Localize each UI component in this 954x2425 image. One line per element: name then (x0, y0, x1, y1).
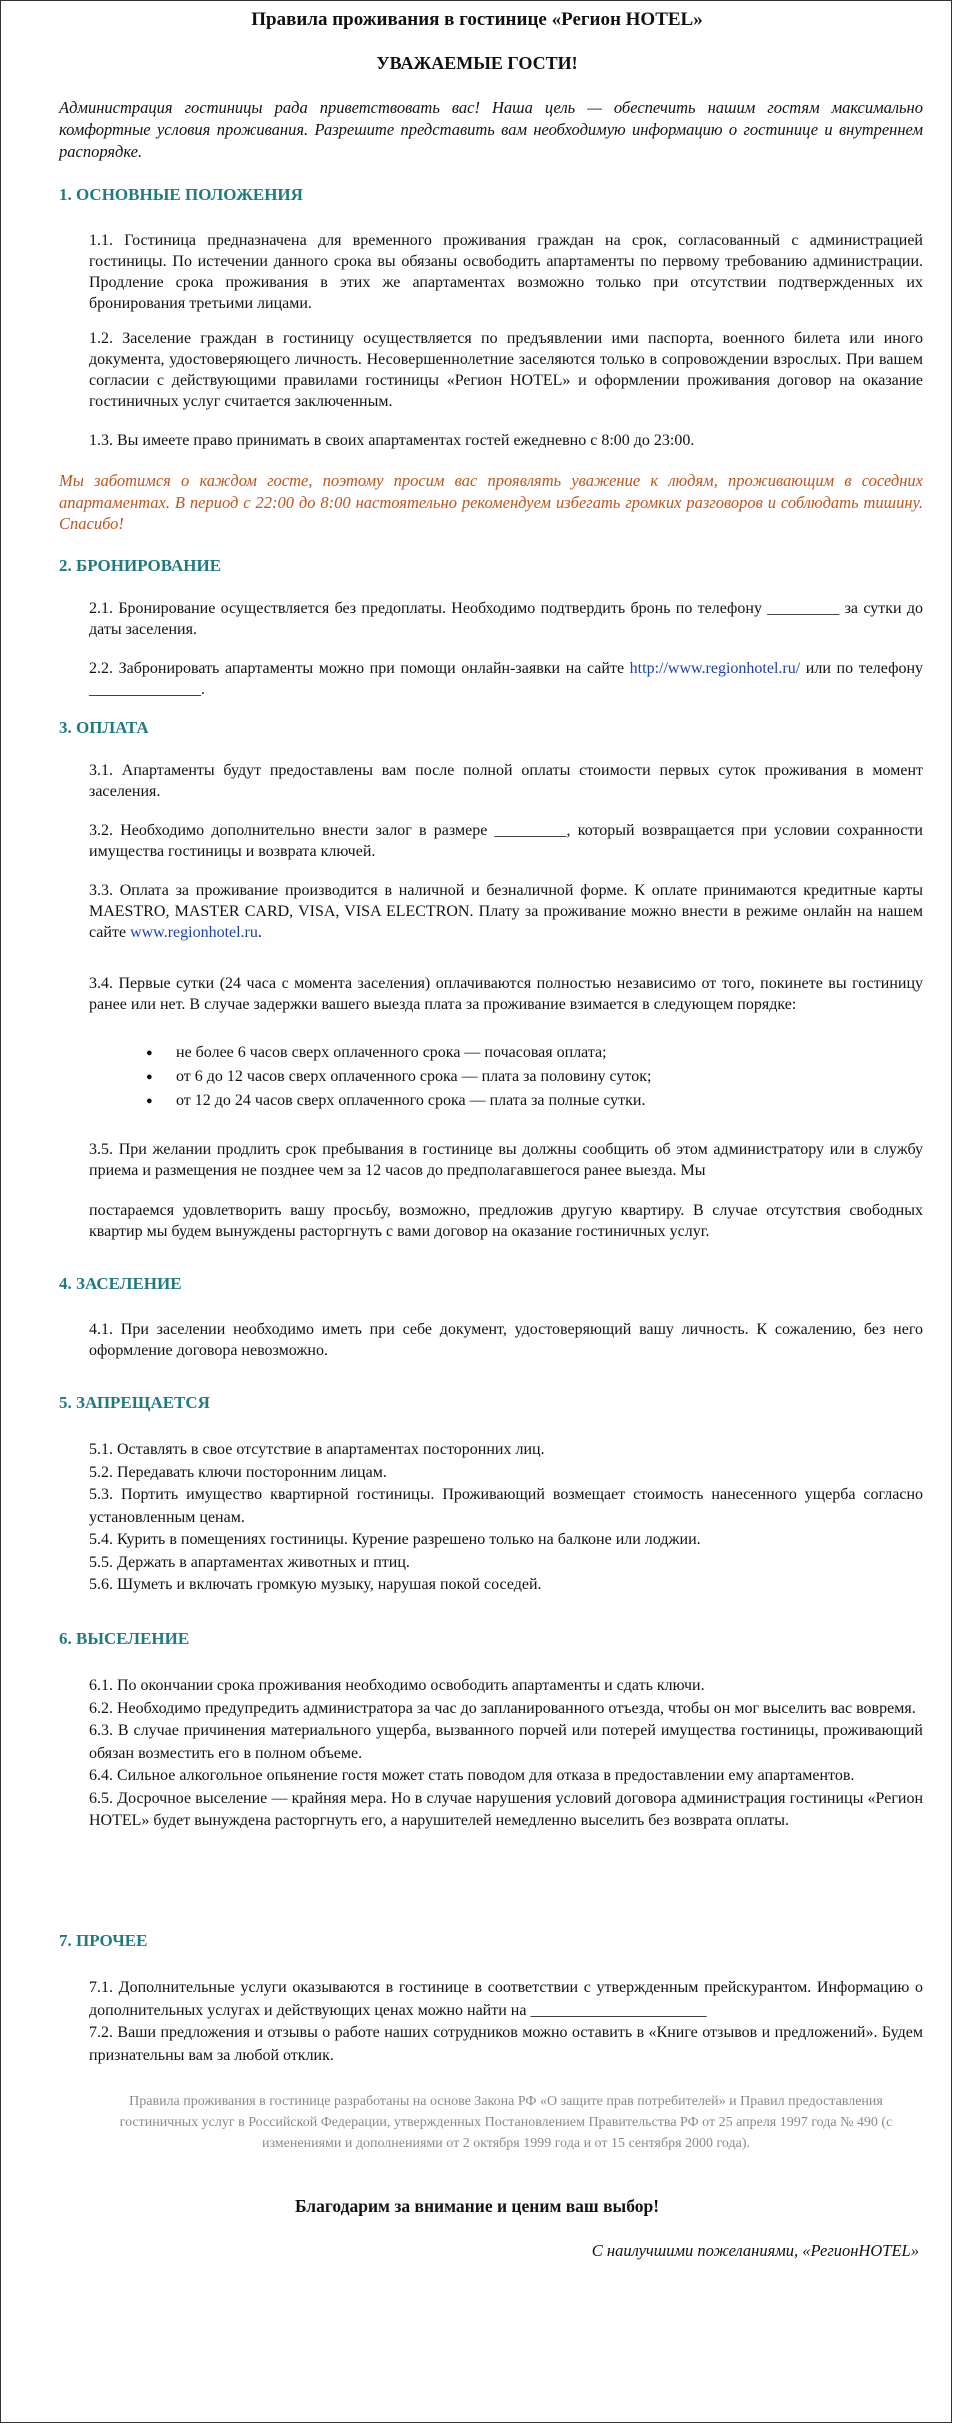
paragraph-3-3 (89, 880, 923, 943)
website-link-short[interactable]: www.regionhotel.ru (130, 924, 258, 941)
paragraph-3-3-text-b: . (257, 924, 262, 941)
document-title: Правила проживания в гостинице «Регион HOTEL» (251, 9, 703, 30)
thank-you-line: Благодарим за внимание и ценим ваш выбор! (294, 2196, 660, 2216)
paragraph-3-1: 3.1. Апартаменты будут предоставлены вам после полной оплаты стоимости первых суток проживания в момент заселения. (89, 762, 923, 800)
list-item: 6.4. Сильное алкогольное опьянение гостя может стать поводом для отказа в предоставлении ему апартаментов. (89, 1767, 855, 1784)
paragraph-2-1: 2.1. Бронирование осуществляется без предоплаты. Необходимо подтвердить бронь по телефону _________ за сутки до даты заселения. (89, 600, 923, 638)
list-item: 5.2. Передавать ключи посторонним лицам. (89, 1463, 387, 1481)
paragraph-2-2-text-b: или по телефону ______________. (89, 660, 924, 698)
section-6-list (89, 1675, 923, 1833)
list-item: ● от 12 до 24 часов сверх оплаченного срока — плата за полные сутки. (176, 1089, 916, 1113)
list-item: 5.6. Шуметь и включать громкую музыку, нарушая покой соседей. (89, 1576, 542, 1593)
paragraph-1-2: 1.2. Заселение граждан в гостиницу осуществляется по предъявлении ими паспорта, военного билета или иного документа, удостоверяющего личность. Несовершеннолетние заселяются только в сопровождении взрослых. При вашем согласии с действующими правилами гостиницы «Регион HOTEL» и оформлении проживания договор на оказание гостиничных услуг считается заключенным. (89, 330, 923, 410)
paragraph-3-3-text-a: 3.3. Оплата за проживание производится в наличной и безналичной форме. К оплате принимаются кредитные карты MAESTRO, MASTER CARD, VISA, VISA ELECTRON. Плату за проживание можно внести в режиме онлайн на нашем сайте (89, 882, 923, 941)
list-item: 7.1. Дополнительные услуги оказываются в гостинице в соответствии с утвержденным прейскурантом. Информацию о дополнительных услугах и действующих ценах можно найти на ______________________ (89, 1979, 923, 2019)
section-3-title: 3. ОПЛАТА (59, 718, 149, 737)
paragraph-3-2: 3.2. Необходимо дополнительно внести залог в размере _________, который возвращается при условии сохранности имущества гостиницы и возврата ключей. (89, 822, 923, 860)
section-7-title: 7. ПРОЧЕЕ (59, 1931, 148, 1950)
list-item: 6.2. Необходимо предупредить администратора за час до запланированного отъезда, чтобы он мог выселить вас вовремя. (89, 1699, 916, 1717)
late-checkout-list (176, 1041, 916, 1113)
section-1-title: 1. ОСНОВНЫЕ ПОЛОЖЕНИЯ (59, 185, 303, 204)
section-5-title: 5. ЗАПРЕЩАЕТСЯ (59, 1393, 210, 1412)
list-item: ● от 6 до 12 часов сверх оплаченного срока — плата за половину суток; (176, 1065, 916, 1089)
paragraph-3-5-continued: постараемся удовлетворить вашу просьбу, возможно, предложив другую квартиру. В случае отсутствия свободных квартир мы будем вынуждены расторгнуть с вами договор на оказание гостиничных услуг. (89, 1202, 923, 1240)
list-item: 7.2. Ваши предложения и отзывы о работе наших сотрудников можно оставить в «Книге отзывов и предложений». Будем признательны вам за любой отклик. (89, 2024, 923, 2064)
list-item: ● не более 6 часов сверх оплаченного срока — почасовая оплата; (176, 1041, 916, 1065)
paragraph-4-1: 4.1. При заселении необходимо иметь при себе документ, удостоверяющий вашу личность. К сожалению, без него оформление договора невозможно. (89, 1321, 923, 1359)
paragraph-1-3: 1.3. Вы имеете право принимать в своих апартаментах гостей ежедневно с 8:00 до 23:00. (89, 432, 695, 449)
section-6-title: 6. ВЫСЕЛЕНИЕ (59, 1629, 190, 1648)
list-item: 5.4. Курить в помещениях гостиницы. Курение разрешено только на балконе или лоджии. (89, 1531, 701, 1548)
greeting: УВАЖАЕМЫЕ ГОСТИ! (376, 53, 578, 73)
quiet-hours-note: Мы заботимся о каждом госте, поэтому просим вас проявлять уважение к людям, проживающим в соседних апартаментах. В период с 22:00 до 8:00 настоятельно рекомендуем избегать громких разговоров и соблюдать тишину. Спасибо! (59, 471, 923, 533)
paragraph-2-2 (89, 658, 923, 700)
list-item: 6.1. По окончании срока проживания необходимо освободить апартаменты и сдать ключи. (89, 1677, 705, 1694)
legal-footnote: Правила проживания в гостинице разработаны на основе Закона РФ «О защите прав потребителей» и Правил предоставления гостиничных услуг в Российской Федерации, утвержденных Постановлением Правительства РФ от 25 апреля 1997 года № 490 (с изменениями и дополнениями от 2 октября 1999 года и от 15 сентября 2000 года). (119, 2094, 893, 2151)
website-link[interactable]: http://www.regionhotel.ru/ (629, 660, 801, 677)
paragraph-3-5: 3.5. При желании продлить срок пребывания в гостинице вы должны сообщить об этом администратору или в службу приема и размещения не позднее чем за 12 часов до предполагавшегося ранее выезда. Мы (89, 1141, 923, 1179)
list-item: 6.5. Досрочное выселение — крайняя мера. Но в случае нарушения условий договора администрация гостиницы «Регион HOTEL» будет вынуждена расторгнуть его, а нарушителей немедленно выселить без возврата оплаты. (89, 1789, 923, 1829)
list-item: 6.3. В случае причинения материального ущерба, вызванного порчей или потерей имущества гостиницы, проживающий обязан возместить его в полном объеме. (89, 1722, 923, 1762)
section-2-title: 2. БРОНИРОВАНИЕ (59, 556, 222, 575)
section-5-list (89, 1439, 923, 1597)
list-item: 5.1. Оставлять в свое отсутствие в апартаментах посторонних лиц. (89, 1441, 545, 1458)
paragraph-2-2-text-a: 2.2. Забронировать апартаменты можно при помощи онлайн-заявки на сайте (89, 660, 630, 677)
signature: С наилучшими пожеланиями, «РегионHOTEL» (591, 2241, 919, 2260)
paragraph-1-1: 1.1. Гостиница предназначена для временного проживания граждан на срок, согласованный с администрацией гостиницы. По истечении данного срока вы обязаны освободить апартаменты по первому требованию администрации. Продление срока проживания в этих же апартаментах возможно только при отсутствии подтвержденных их бронирования третьими лицами. (89, 232, 923, 312)
list-item: 5.5. Держать в апартаментах животных и птиц. (89, 1553, 410, 1571)
paragraph-3-4: 3.4. Первые сутки (24 часа с момента заселения) оплачиваются полностью независимо от того, покинете вы гостиницу ранее или нет. В случае задержки вашего выезда плата за проживание взимается в следующем порядке: (89, 975, 923, 1013)
list-item: 5.3. Портить имущество квартирной гостиницы. Проживающий возмещает стоимость нанесенного ущерба согласно установленным ценам. (89, 1486, 923, 1526)
section-4-title: 4. ЗАСЕЛЕНИЕ (59, 1274, 182, 1293)
section-7-list (89, 1977, 923, 2067)
intro-text: Администрация гостиницы рада приветствовать вас! Наша цель — обеспечить нашим гостям максимально комфортные условия проживания. Разрешите представить вам необходимую информацию о гостинице и внутреннем распорядке. (59, 98, 923, 161)
